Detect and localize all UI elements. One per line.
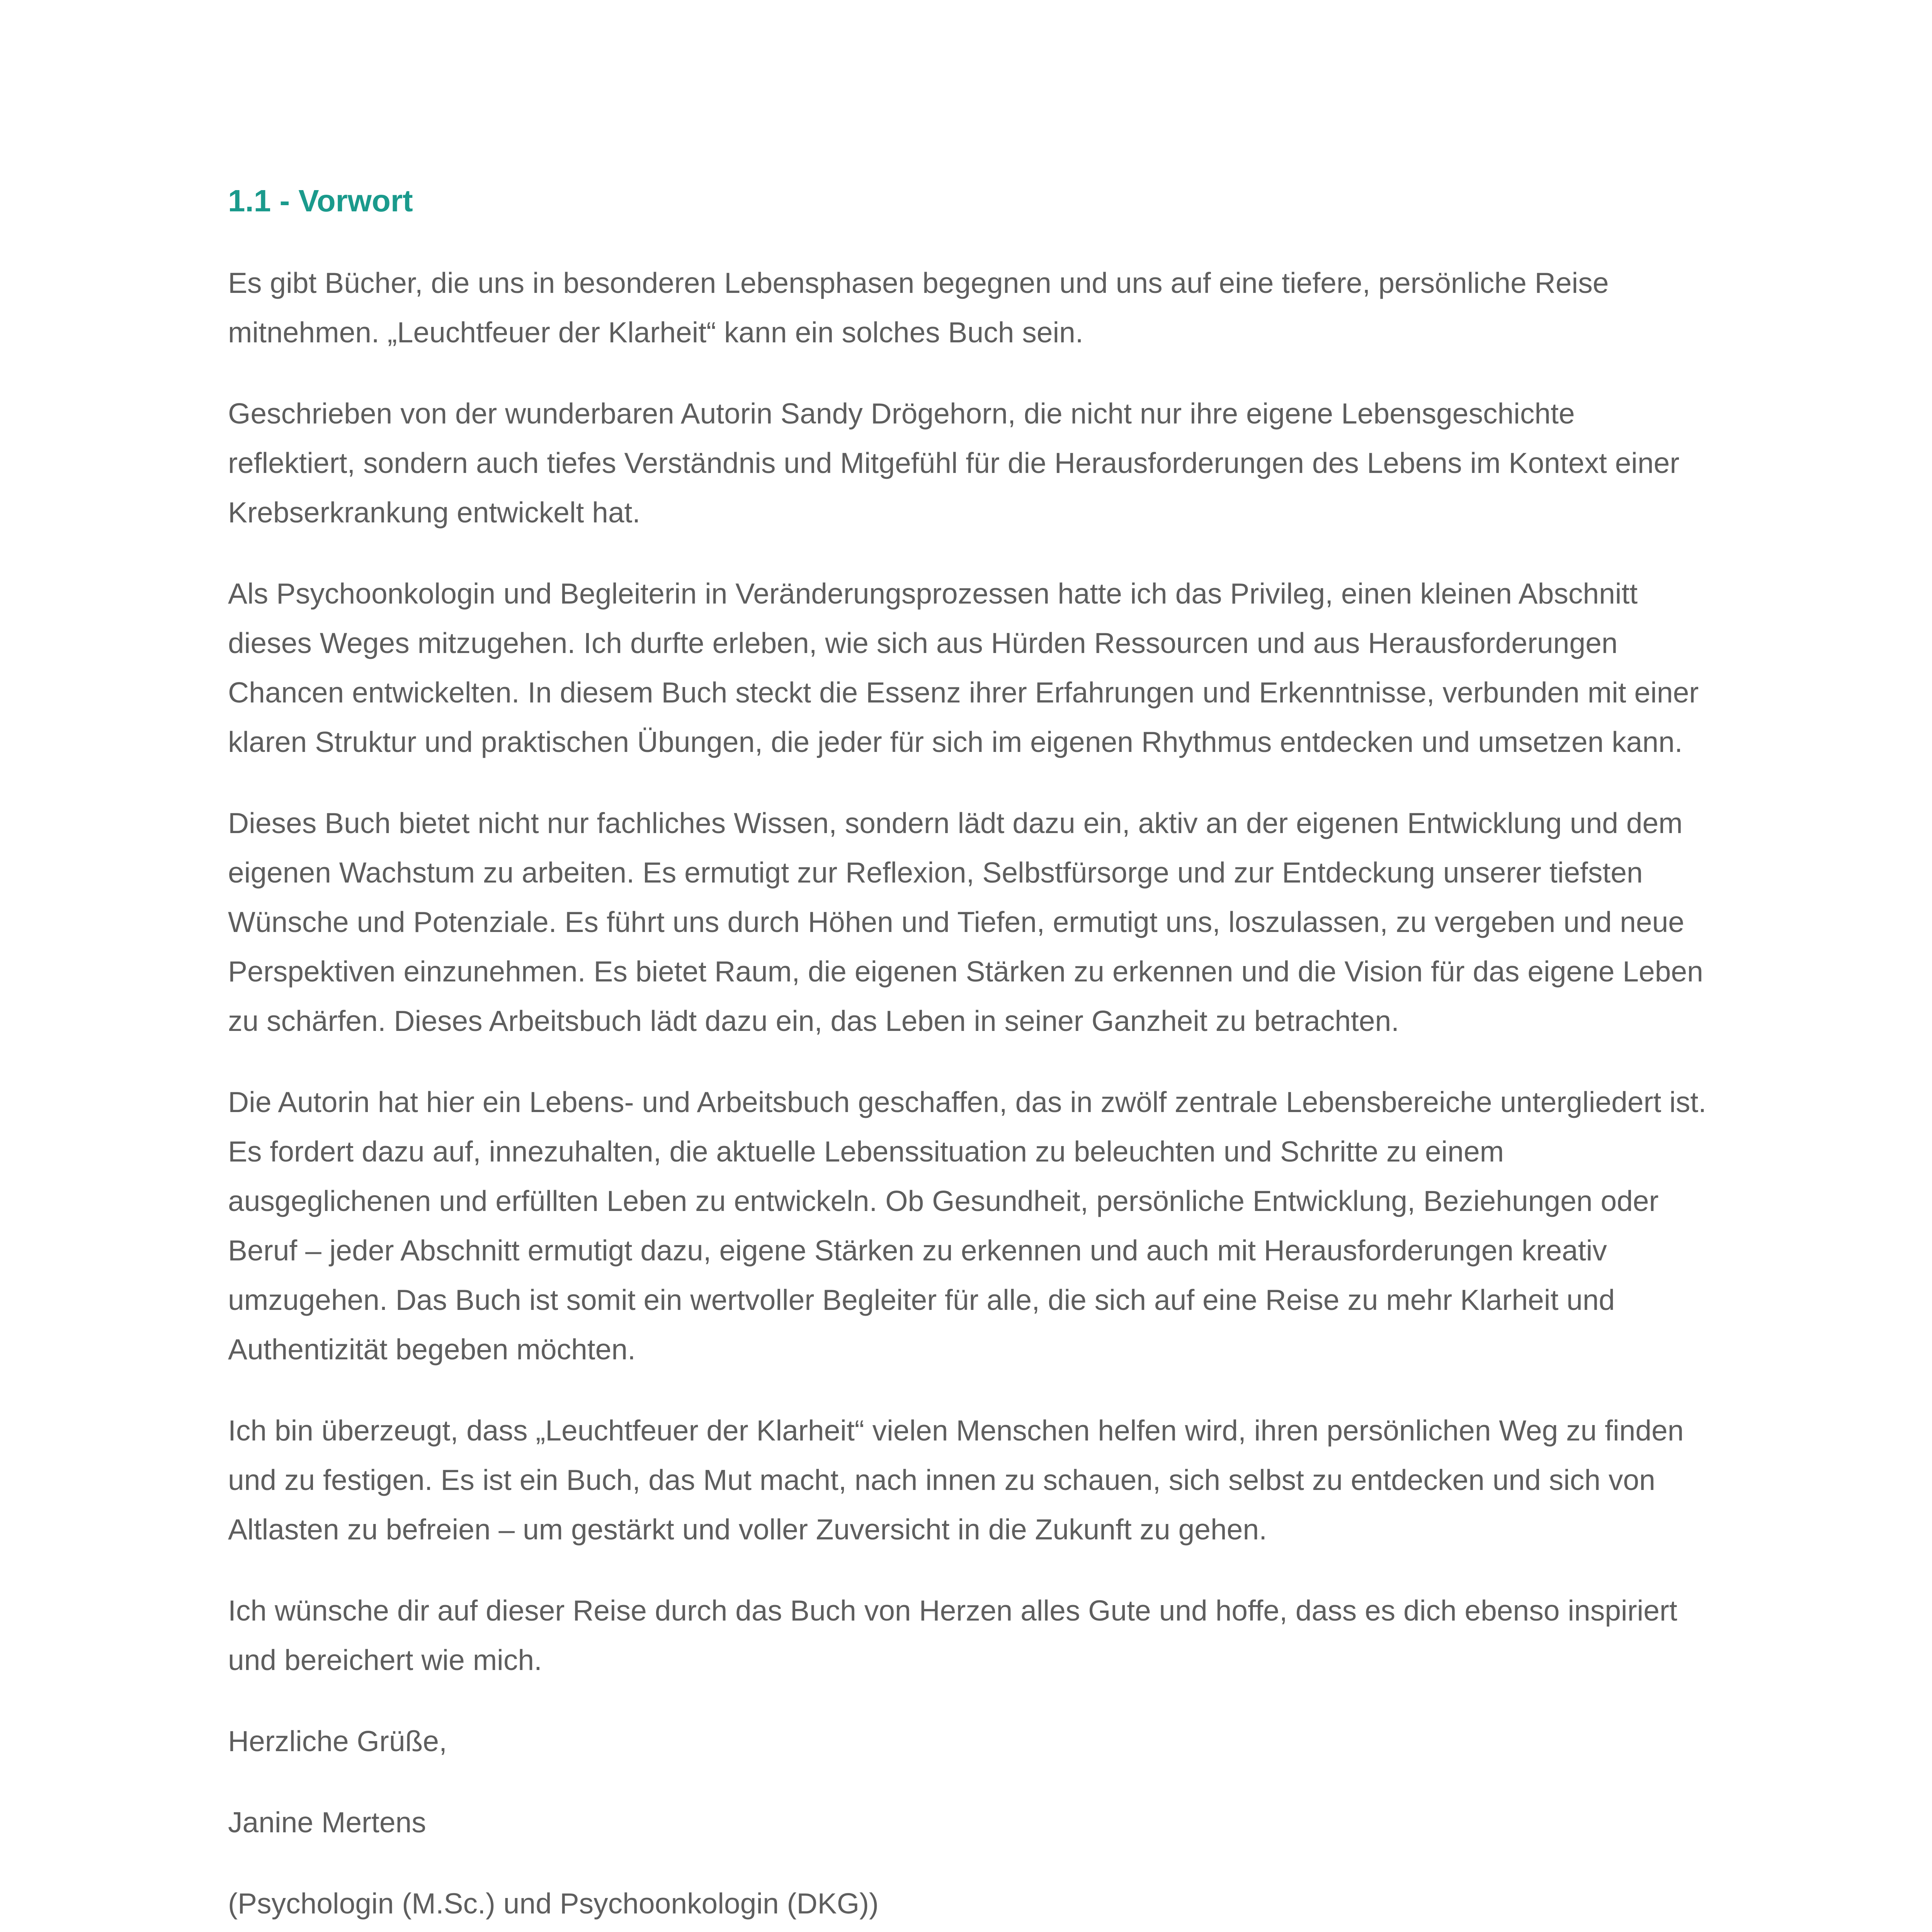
paragraph-life-areas: Die Autorin hat hier ein Lebens- und Arbeitsbuch geschaffen, das in zwölf zentrale Lebensbereiche untergliedert ist. Es fordert dazu auf, innezuhalten, die aktuelle Lebenssituation zu beleuchten und Schritte zu einem ausgeglichenen und erfüllten Leben zu entwickeln. Ob Gesundheit, persönliche Entwicklung, Beziehungen oder Beruf – jeder Abschnitt ermutigt dazu, eigene Stärken zu erkennen und auch mit Herausforderungen kreativ umzugehen. Das Buch ist somit ein wertvoller Begleiter für alle, die sich auf eine Reise zu mehr Klarheit und Authentizität begeben möchten. bbox=[228, 1086, 1707, 1366]
section-heading: 1.1 - Vorwort bbox=[228, 184, 413, 218]
paragraph-conviction: Ich bin überzeugt, dass „Leuchtfeuer der Klarheit“ vielen Menschen helfen wird, ihren persönlichen Weg zu finden und zu festigen. Es ist ein Buch, das Mut macht, nach innen zu schauen, sich selbst zu entdecken und sich von Altlasten zu befreien – um gestärkt und voller Zuversicht in die Zukunft zu gehen. bbox=[228, 1414, 1684, 1546]
page-content bbox=[228, 182, 1708, 1932]
paragraph-psychooncology: Als Psychoonkologin und Begleiterin in Veränderungsprozessen hatte ich das Privileg, einen kleinen Abschnitt dieses Weges mitzugehen. Ich durfte erleben, wie sich aus Hürden Ressourcen und aus Herausforderungen Chancen entwickelten. In diesem Buch steckt die Essenz ihrer Erfahrungen und Erkenntnisse, verbunden mit einer klaren Struktur und praktischen Übungen, die jeder für sich im eigenen Rhythmus entdecken und umsetzen kann. bbox=[228, 577, 1699, 758]
paragraph-author: Geschrieben von der wunderbaren Autorin Sandy Drögehorn, die nicht nur ihre eigene Lebensgeschichte reflektiert, sondern auch tiefes Verständnis und Mitgefühl für die Herausforderungen des Lebens im Kontext einer Krebserkrankung entwickelt hat. bbox=[228, 397, 1680, 529]
closing-name: Janine Mertens bbox=[228, 1806, 426, 1838]
paragraph-book-offers: Dieses Buch bietet nicht nur fachliches Wissen, sondern lädt dazu ein, aktiv an der eigenen Entwicklung und dem eigenen Wachstum zu arbeiten. Es ermutigt zur Reflexion, Selbstfürsorge und zur Entdeckung unserer tiefsten Wünsche und Potenziale. Es führt uns durch Höhen und Tiefen, ermutigt uns, loszulassen, zu vergeben und neue Perspektiven einzunehmen. Es bietet Raum, die eigenen Stärken zu erkennen und die Vision für das eigene Leben zu schärfen. Dieses Arbeitsbuch lädt dazu ein, das Leben in seiner Ganzheit zu betrachten. bbox=[228, 807, 1703, 1037]
closing-credentials: (Psychologin (M.Sc.) und Psychoonkologin (DKG)) bbox=[228, 1887, 879, 1920]
paragraph-intro: Es gibt Bücher, die uns in besonderen Lebensphasen begegnen und uns auf eine tiefere, persönliche Reise mitnehmen. „Leuchtfeuer der Klarheit“ kann ein solches Buch sein. bbox=[228, 267, 1609, 349]
closing-greeting: Herzliche Grüße, bbox=[228, 1725, 447, 1757]
paragraph-wishes: Ich wünsche dir auf dieser Reise durch das Buch von Herzen alles Gute und hoffe, dass es dich ebenso inspiriert und bereichert wie mich. bbox=[228, 1594, 1677, 1676]
